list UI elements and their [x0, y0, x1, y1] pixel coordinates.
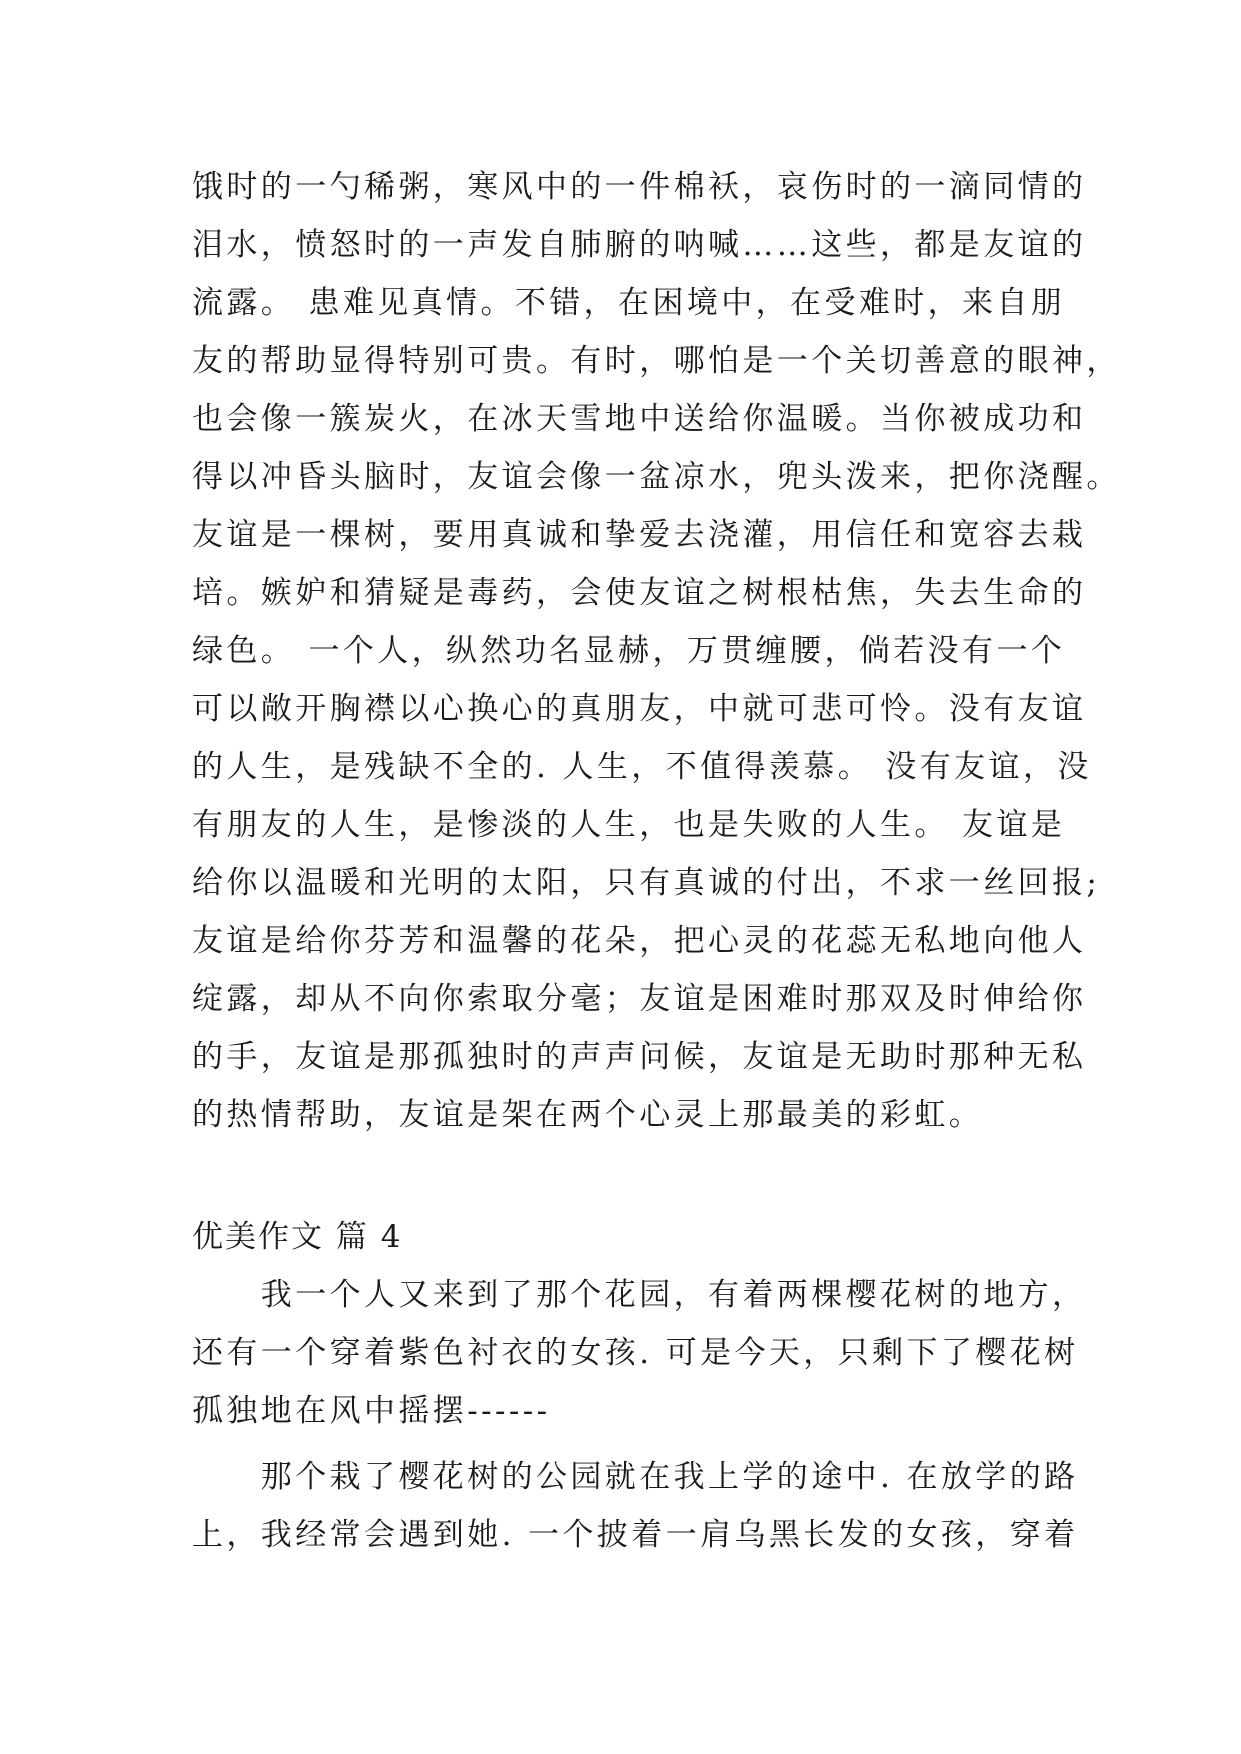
- text-line: 培。嫉妒和猜疑是毒药，会使友谊之树根枯焦，失去生命的: [192, 575, 1087, 611]
- paragraph-one: [192, 1266, 1087, 1440]
- text-line: 绽露，却从不向你索取分毫；友谊是困难时那双及时伸给你: [192, 981, 1087, 1017]
- text-line: 有朋友的人生，是惨淡的人生，也是失败的人生。 友谊是: [192, 807, 1066, 843]
- text-line: 的手，友谊是那孤独时的声声问候，友谊是无助时那种无私: [192, 1039, 1087, 1075]
- text-line: 我一个人又来到了那个花园，有着两棵樱花树的地方，: [192, 1277, 1087, 1313]
- text-line: 绿色。 一个人，纵然功名显赫，万贯缠腰，倘若没有一个: [192, 633, 1066, 669]
- text-line: 泪水，愤怒时的一声发自肺腑的呐喊……这些，都是友谊的: [192, 227, 1087, 263]
- text-line: 上，我经常会遇到她. 一个披着一肩乌黑长发的女孩，穿着: [192, 1517, 1079, 1553]
- text-line: 的人生，是残缺不全的. 人生，不值得羡慕。 没有友谊，没: [192, 749, 1092, 785]
- text-line: 还有一个穿着紫色衬衣的女孩. 可是今天，只剩下了樱花树: [192, 1335, 1079, 1371]
- text-line: 的热情帮助，友谊是架在两个心灵上那最美的彩虹。: [192, 1097, 984, 1133]
- text-line: 友谊是给你芬芳和温馨的花朵，把心灵的花蕊无私地向他人: [192, 923, 1087, 959]
- text-line: 可以敞开胸襟以心换心的真朋友，中就可悲可怜。没有友谊: [192, 691, 1087, 727]
- essay-section-four: [192, 1208, 1087, 1564]
- text-line: 给你以温暖和光明的太阳，只有真诚的付出，不求一丝回报;: [192, 865, 1101, 901]
- section-heading: 优美作文 篇 4: [192, 1219, 403, 1255]
- text-line: 流露。 患难见真情。不错，在困境中，在受难时，来自朋: [192, 285, 1066, 321]
- text-line: 友的帮助显得特别可贵。有时，哪怕是一个关切善意的眼神，: [192, 343, 1121, 379]
- text-line: 那个栽了樱花树的公园就在我上学的途中. 在放学的路: [192, 1459, 1079, 1495]
- friendship-passage: [192, 158, 1121, 1144]
- paragraph-two: [192, 1448, 1079, 1564]
- paragraph-spacer: [192, 1440, 1072, 1448]
- text-line: 也会像一簇炭火，在冰天雪地中送给你温暖。当你被成功和: [192, 401, 1087, 437]
- text-line: 得以冲昏头脑时，友谊会像一盆凉水，兜头泼来，把你浇醒。: [192, 459, 1121, 495]
- text-line: 友谊是一棵树，要用真诚和挚爱去浇灌，用信任和宽容去栽: [192, 517, 1087, 553]
- text-line: 饿时的一勺稀粥，寒风中的一件棉袄，哀伤时的一滴同情的: [192, 169, 1087, 205]
- text-line: 孤独地在风中摇摆------: [192, 1393, 551, 1429]
